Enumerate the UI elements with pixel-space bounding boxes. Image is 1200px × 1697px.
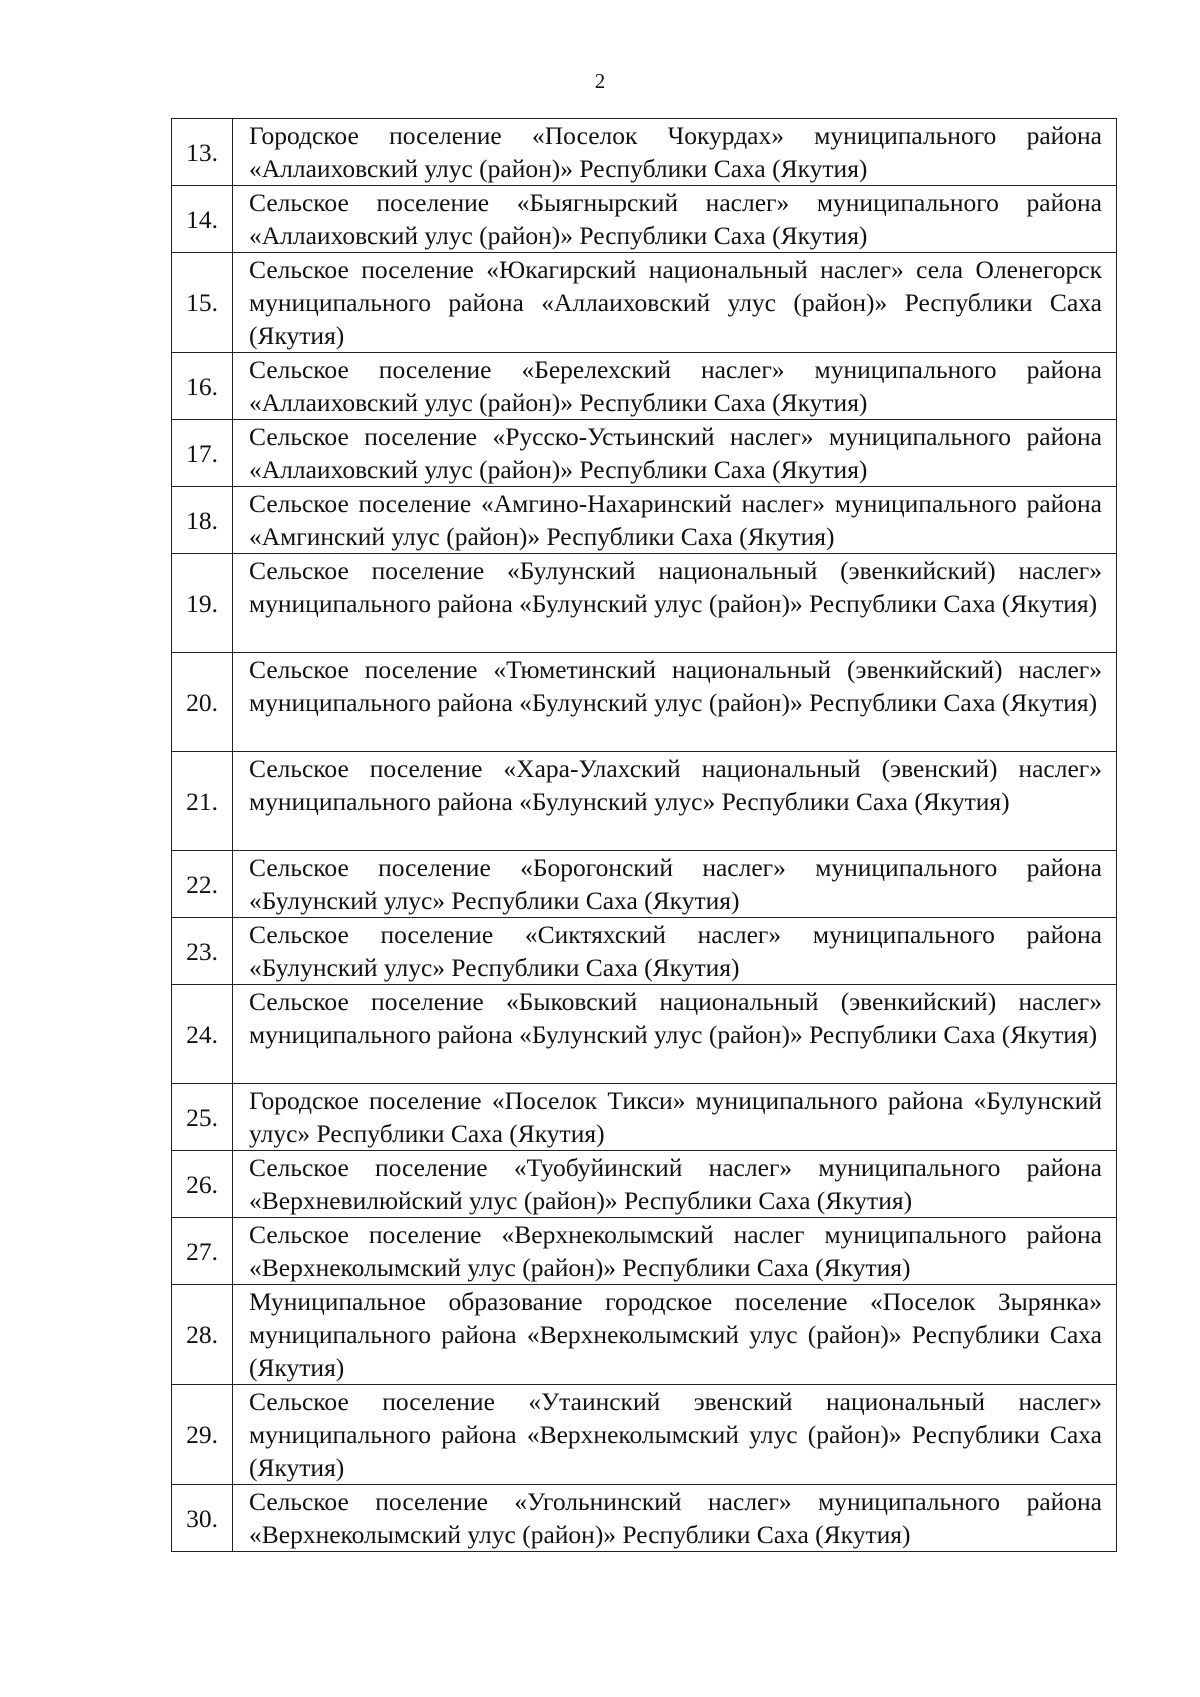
page-number: 2 [594,69,606,93]
table-body [172,119,1117,1552]
row-text: Сельское поселение «Утаинский эвенский национальный наслег» муниципального района «Верхнеколымский улус (район)» Республики Саха (Якутия) [233,1385,1117,1485]
row-number: 15. [172,253,233,353]
row-text: Сельское поселение «Булунский национальный (эвенкийский) наслег» муниципального района «Булунский улус (район)» Республики Саха (Якутия) [233,554,1117,653]
row-text: Сельское поселение «Хара-Улахский национальный (эвенский) наслег» муниципального района «Булунский улус» Республики Саха (Якутия) [233,752,1117,851]
row-number: 17. [172,420,233,487]
row-text: Сельское поселение «Юкагирский национальный наслег» села Оленегорск муниципального района «Аллаиховский улус (район)» Республики Саха (Якутия) [233,253,1117,353]
row-number: 26. [172,1151,233,1218]
table-row [172,420,1117,487]
table-row [172,186,1117,253]
row-number: 19. [172,554,233,653]
row-text: Сельское поселение «Русско-Устьинский наслег» муниципального района «Аллаиховский улус (район)» Республики Саха (Якутия) [233,420,1117,487]
table-row [172,1151,1117,1218]
row-number: 14. [172,186,233,253]
row-number: 23. [172,918,233,985]
row-text: Сельское поселение «Угольнинский наслег» муниципального района «Верхнеколымский улус (район)» Республики Саха (Якутия) [233,1485,1117,1552]
table-row [172,487,1117,554]
row-text: Сельское поселение «Тюметинский национальный (эвенкийский) наслег» муниципального района «Булунский улус (район)» Республики Саха (Якутия) [233,653,1117,752]
table-row [172,653,1117,752]
table-row [172,851,1117,918]
table-row [172,1485,1117,1552]
table-row [172,353,1117,420]
row-text: Сельское поселение «Амгино-Нахаринский наслег» муниципального района «Амгинский улус (район)» Республики Саха (Якутия) [233,487,1117,554]
row-number: 20. [172,653,233,752]
row-text: Городское поселение «Поселок Чокурдах» муниципального района «Аллаиховский улус (район)» Республики Саха (Якутия) [233,119,1117,186]
row-number: 30. [172,1485,233,1552]
row-text: Сельское поселение «Быягнырский наслег» муниципального района «Аллаиховский улус (район)» Республики Саха (Якутия) [233,186,1117,253]
row-number: 28. [172,1285,233,1385]
row-number: 29. [172,1385,233,1485]
row-text: Сельское поселение «Борогонский наслег» муниципального района «Булунский улус» Республики Саха (Якутия) [233,851,1117,918]
row-text: Сельское поселение «Верхнеколымский наслег муниципального района «Верхнеколымский улус (район)» Республики Саха (Якутия) [233,1218,1117,1285]
table-row [172,985,1117,1084]
row-text: Сельское поселение «Сиктяхский наслег» муниципального района «Булунский улус» Республики Саха (Якутия) [233,918,1117,985]
table-row [172,554,1117,653]
row-text: Муниципальное образование городское поселение «Поселок Зырянка» муниципального района «Верхнеколымский улус (район)» Республики Саха (Якутия) [233,1285,1117,1385]
table-row [172,253,1117,353]
row-number: 22. [172,851,233,918]
row-text: Сельское поселение «Берелехский наслег» муниципального района «Аллаиховский улус (район)» Республики Саха (Якутия) [233,353,1117,420]
table-row [172,1218,1117,1285]
row-number: 18. [172,487,233,554]
table-row [172,752,1117,851]
settlements-table [171,118,1117,1552]
row-text: Сельское поселение «Быковский национальный (эвенкийский) наслег» муниципального района «Булунский улус (район)» Республики Саха (Якутия) [233,985,1117,1084]
table-row [172,1285,1117,1385]
table-row [172,1385,1117,1485]
row-number: 21. [172,752,233,851]
row-text: Сельское поселение «Туобуйинский наслег» муниципального района «Верхневилюйский улус (район)» Республики Саха (Якутия) [233,1151,1117,1218]
row-number: 16. [172,353,233,420]
table-row [172,1084,1117,1151]
row-number: 24. [172,985,233,1084]
row-number: 27. [172,1218,233,1285]
row-text: Городское поселение «Поселок Тикси» муниципального района «Булунский улус» Республики Саха (Якутия) [233,1084,1117,1151]
table-row [172,918,1117,985]
row-number: 25. [172,1084,233,1151]
table-row [172,119,1117,186]
row-number: 13. [172,119,233,186]
